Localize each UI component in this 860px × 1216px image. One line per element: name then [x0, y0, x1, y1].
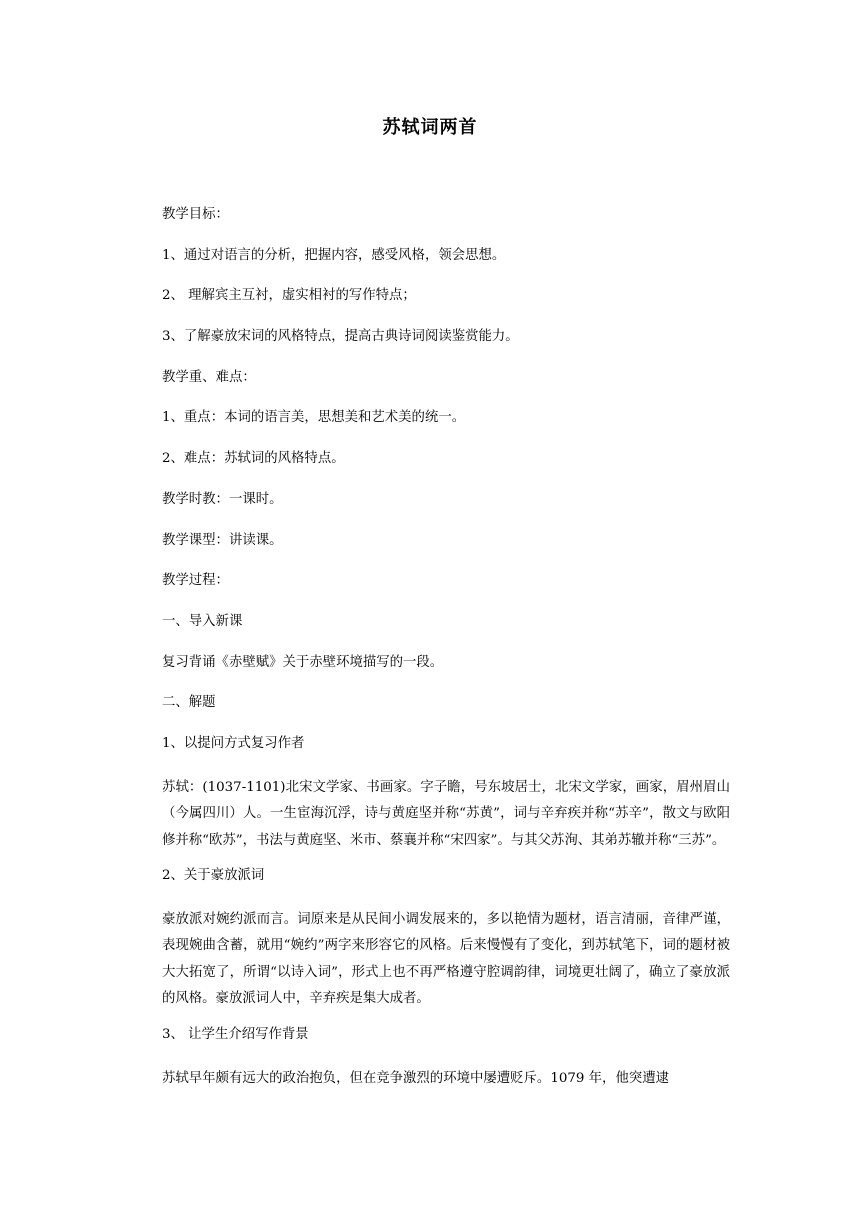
document-title: 苏轼词两首 [382, 117, 478, 138]
line-class-type: 教学课型：讲读课。 [162, 532, 283, 548]
document-body [162, 205, 730, 1104]
line-key-point-2: 2、难点：苏轼词的风格特点。 [162, 451, 345, 467]
line-author-review: 1、以提问方式复习作者 [162, 735, 305, 751]
line-goal-3: 3、了解豪放宋词的风格特点，提高古典诗词阅读鉴赏能力。 [162, 329, 519, 345]
paragraph-haofang: 豪放派对婉约派而言。词原来是从民间小调发展来的，多以艳情为题材，语言清丽，音律严谨，表现婉曲含蓄，就用“婉约”两字来形容它的风格。后来慢慢有了变化，到苏轼笔下，词的题材被大大拓宽了，所谓“以诗入词”，形式上也不再严格遵守腔调韵律，词境更壮阔了，确立了豪放派的风格。豪放派词人中，辛弃疾是集大成者。 [162, 911, 730, 1007]
line-review: 复习背诵《赤壁赋》关于赤壁环境描写的一段。 [162, 654, 444, 670]
line-goal-2: 2、 理解宾主互衬，虚实相衬的写作特点； [162, 288, 416, 304]
line-teaching-goals: 教学目标： [162, 207, 229, 222]
line-key-point-1: 1、重点：本词的语言美，思想美和艺术美的统一。 [162, 410, 466, 426]
line-section-explain: 二、解题 [162, 695, 216, 711]
paragraph-background: 苏轼早年颇有远大的政治抱负，但在竞争激烈的环境中屡遭贬斥。1079 年，他突遭逮 [162, 1070, 670, 1086]
line-goal-1: 1、通过对语言的分析，把握内容，感受风格，领会思想。 [162, 247, 506, 263]
line-key-points: 教学重、难点： [162, 369, 256, 385]
paragraph-author: 苏轼：(1037-1101)北宋文学家、书画家。字子瞻，号东坡居士，北宋文学家，画家，眉州眉山（今属四川）人。一生宦海沉浮，诗与黄庭坚并称“苏黄”，词与辛弃疾并称“苏辛”，散文与欧阳修并称“欧苏”，书法与黄庭坚、米市、蔡襄并称“宋四家”。与其父苏洵、其弟苏辙并称“三苏”。 [162, 779, 730, 848]
line-process: 教学过程： [162, 573, 229, 589]
line-class-hours: 教学时教：一课时。 [162, 491, 283, 507]
heading-background: 3、 让学生介绍写作背景 [162, 1026, 309, 1042]
heading-haofang: 2、关于豪放派词 [162, 868, 265, 884]
line-section-intro: 一、导入新课 [162, 613, 243, 629]
